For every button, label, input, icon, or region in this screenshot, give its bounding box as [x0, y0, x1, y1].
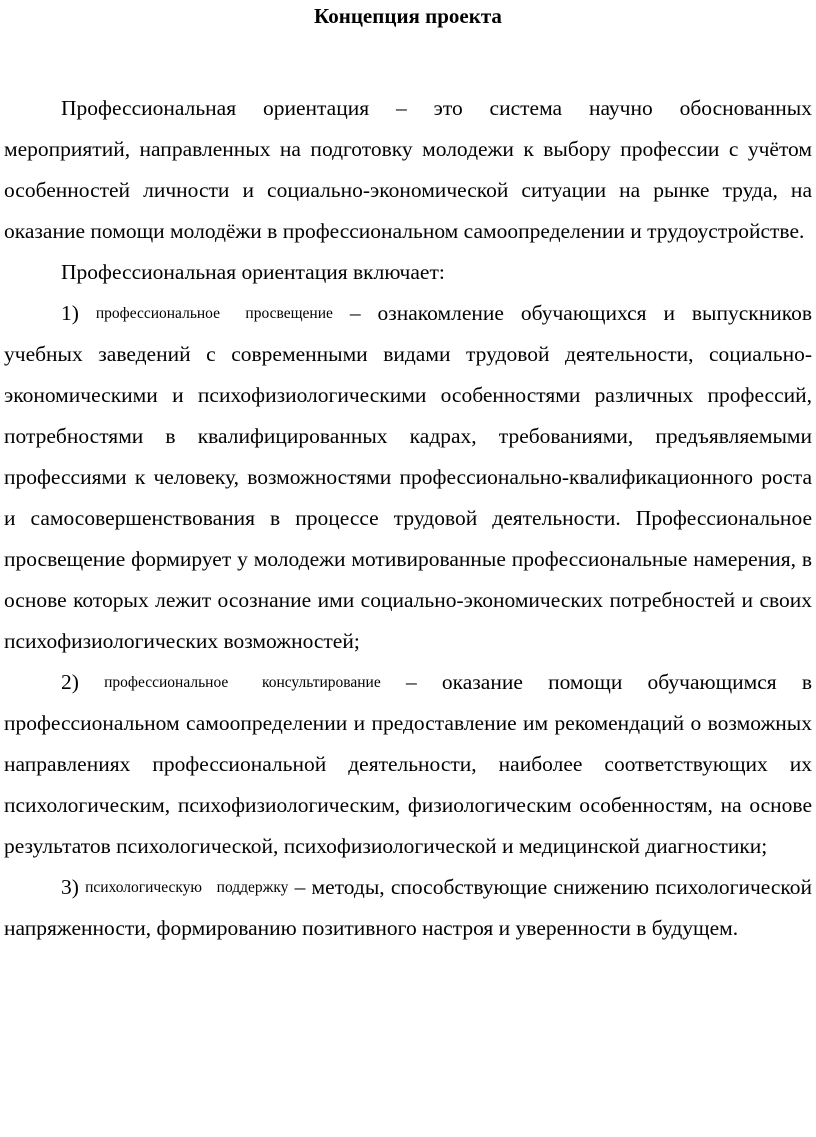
list-item-1 — [4, 293, 812, 662]
list-item-2-text: – оказание помощи обучающимся в профессиональном самоопределении и предоставление им рекомендаций о возможных направлениях профессиональной деятельности, наиболее соответствующих их психологическим, психофизиологическим, физиологическим особенностям, на основе результатов психологической, психофизиологической и медицинской диагностики; — [4, 670, 813, 858]
list-item-1-term: профессиональное просвещение — [95, 305, 333, 322]
list-item-3-number: 3) — [61, 875, 79, 899]
list-item-1-number: 1) — [61, 301, 79, 325]
list-item-2-number: 2) — [61, 670, 79, 694]
list-item-3-text: – методы, способствующие снижению психологической напряженности, формированию позитивного настроя и уверенности в будущем. — [4, 875, 813, 940]
list-item-3-term: психологическую поддержку — [85, 879, 289, 896]
list-item-3 — [4, 867, 812, 949]
list-item-2 — [4, 662, 812, 867]
document-title: Концепция проекта — [314, 4, 502, 28]
list-item-1-text: – ознакомление обучающихся и выпускников учебных заведений с современными видами трудовой деятельности, социально-экономическими и психофизиологическими особенностями различных профессий, потребностями в квалифицированных кадрах, требованиями, предъявляемыми профессиями к человеку, возможностями профессионально-квалификационного роста и самосовершенствования в процессе трудовой деятельности. Профессиональное просвещение формирует у молодежи мотивированные профессиональные намерения, в основе которых лежит осознание ими социально-экономических потребностей и своих психофизиологических возможностей; — [4, 301, 813, 653]
list-item-2-term: профессиональное консультирование — [104, 674, 381, 691]
definition-paragraph: Профессиональная ориентация – это система научно обоснованных мероприятий, направленных на подготовку молодежи к выбору профессии с учётом особенностей личности и социально-экономической ситуации на рынке труда, на оказание помощи молодёжи в профессиональном самоопределении и трудоустройстве. — [4, 96, 812, 243]
includes-paragraph: Профессиональная ориентация включает: — [61, 260, 445, 284]
